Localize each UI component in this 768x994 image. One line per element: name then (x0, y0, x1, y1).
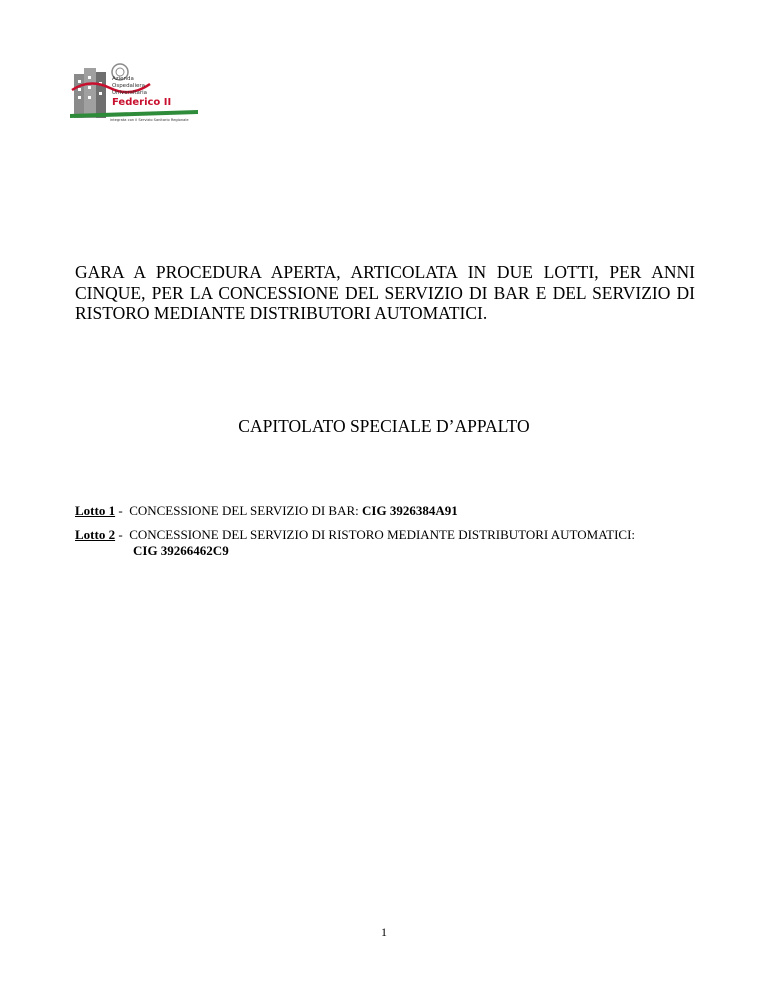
lot-item (75, 527, 715, 543)
logo-line-3: Universitaria (112, 90, 148, 96)
lot-separator: - (115, 503, 130, 518)
lot-label: Lotto 2 (75, 527, 116, 542)
logo-tagline: integrata con il Servizio Sanitario Regionale (110, 118, 189, 122)
document-subtitle: CAPITOLATO SPECIALE D’APPALTO (238, 416, 530, 436)
page-number: 1 (381, 925, 387, 939)
lot-item (75, 503, 715, 519)
lots-list (75, 503, 715, 559)
logo-text (112, 76, 171, 108)
logo-line-2: Ospedaliera (112, 83, 146, 89)
logo-line-1: Azienda (112, 76, 134, 82)
logo-line-4: Federico II (112, 97, 172, 108)
lot-description: CONCESSIONE DEL SERVIZIO DI BAR: (129, 503, 363, 518)
hospital-logo (70, 60, 198, 126)
lot-cig: CIG 3926384A91 (362, 503, 458, 518)
lot-description: CONCESSIONE DEL SERVIZIO DI RISTORO MEDIANTE DISTRIBUTORI AUTOMATICI: (129, 527, 636, 542)
lot-label: Lotto 1 (75, 503, 116, 518)
lot-separator: - (115, 527, 130, 542)
lot-cig: CIG 39266462C9 (133, 543, 229, 558)
document-title: GARA A PROCEDURA APERTA, ARTICOLATA IN DUE LOTTI, PER ANNI CINQUE, PER LA CONCESSIONE DEL SERVIZIO DI BAR E DEL SERVIZIO DI RISTORO MEDIANTE DISTRIBUTORI AUTOMATICI. (75, 262, 695, 323)
